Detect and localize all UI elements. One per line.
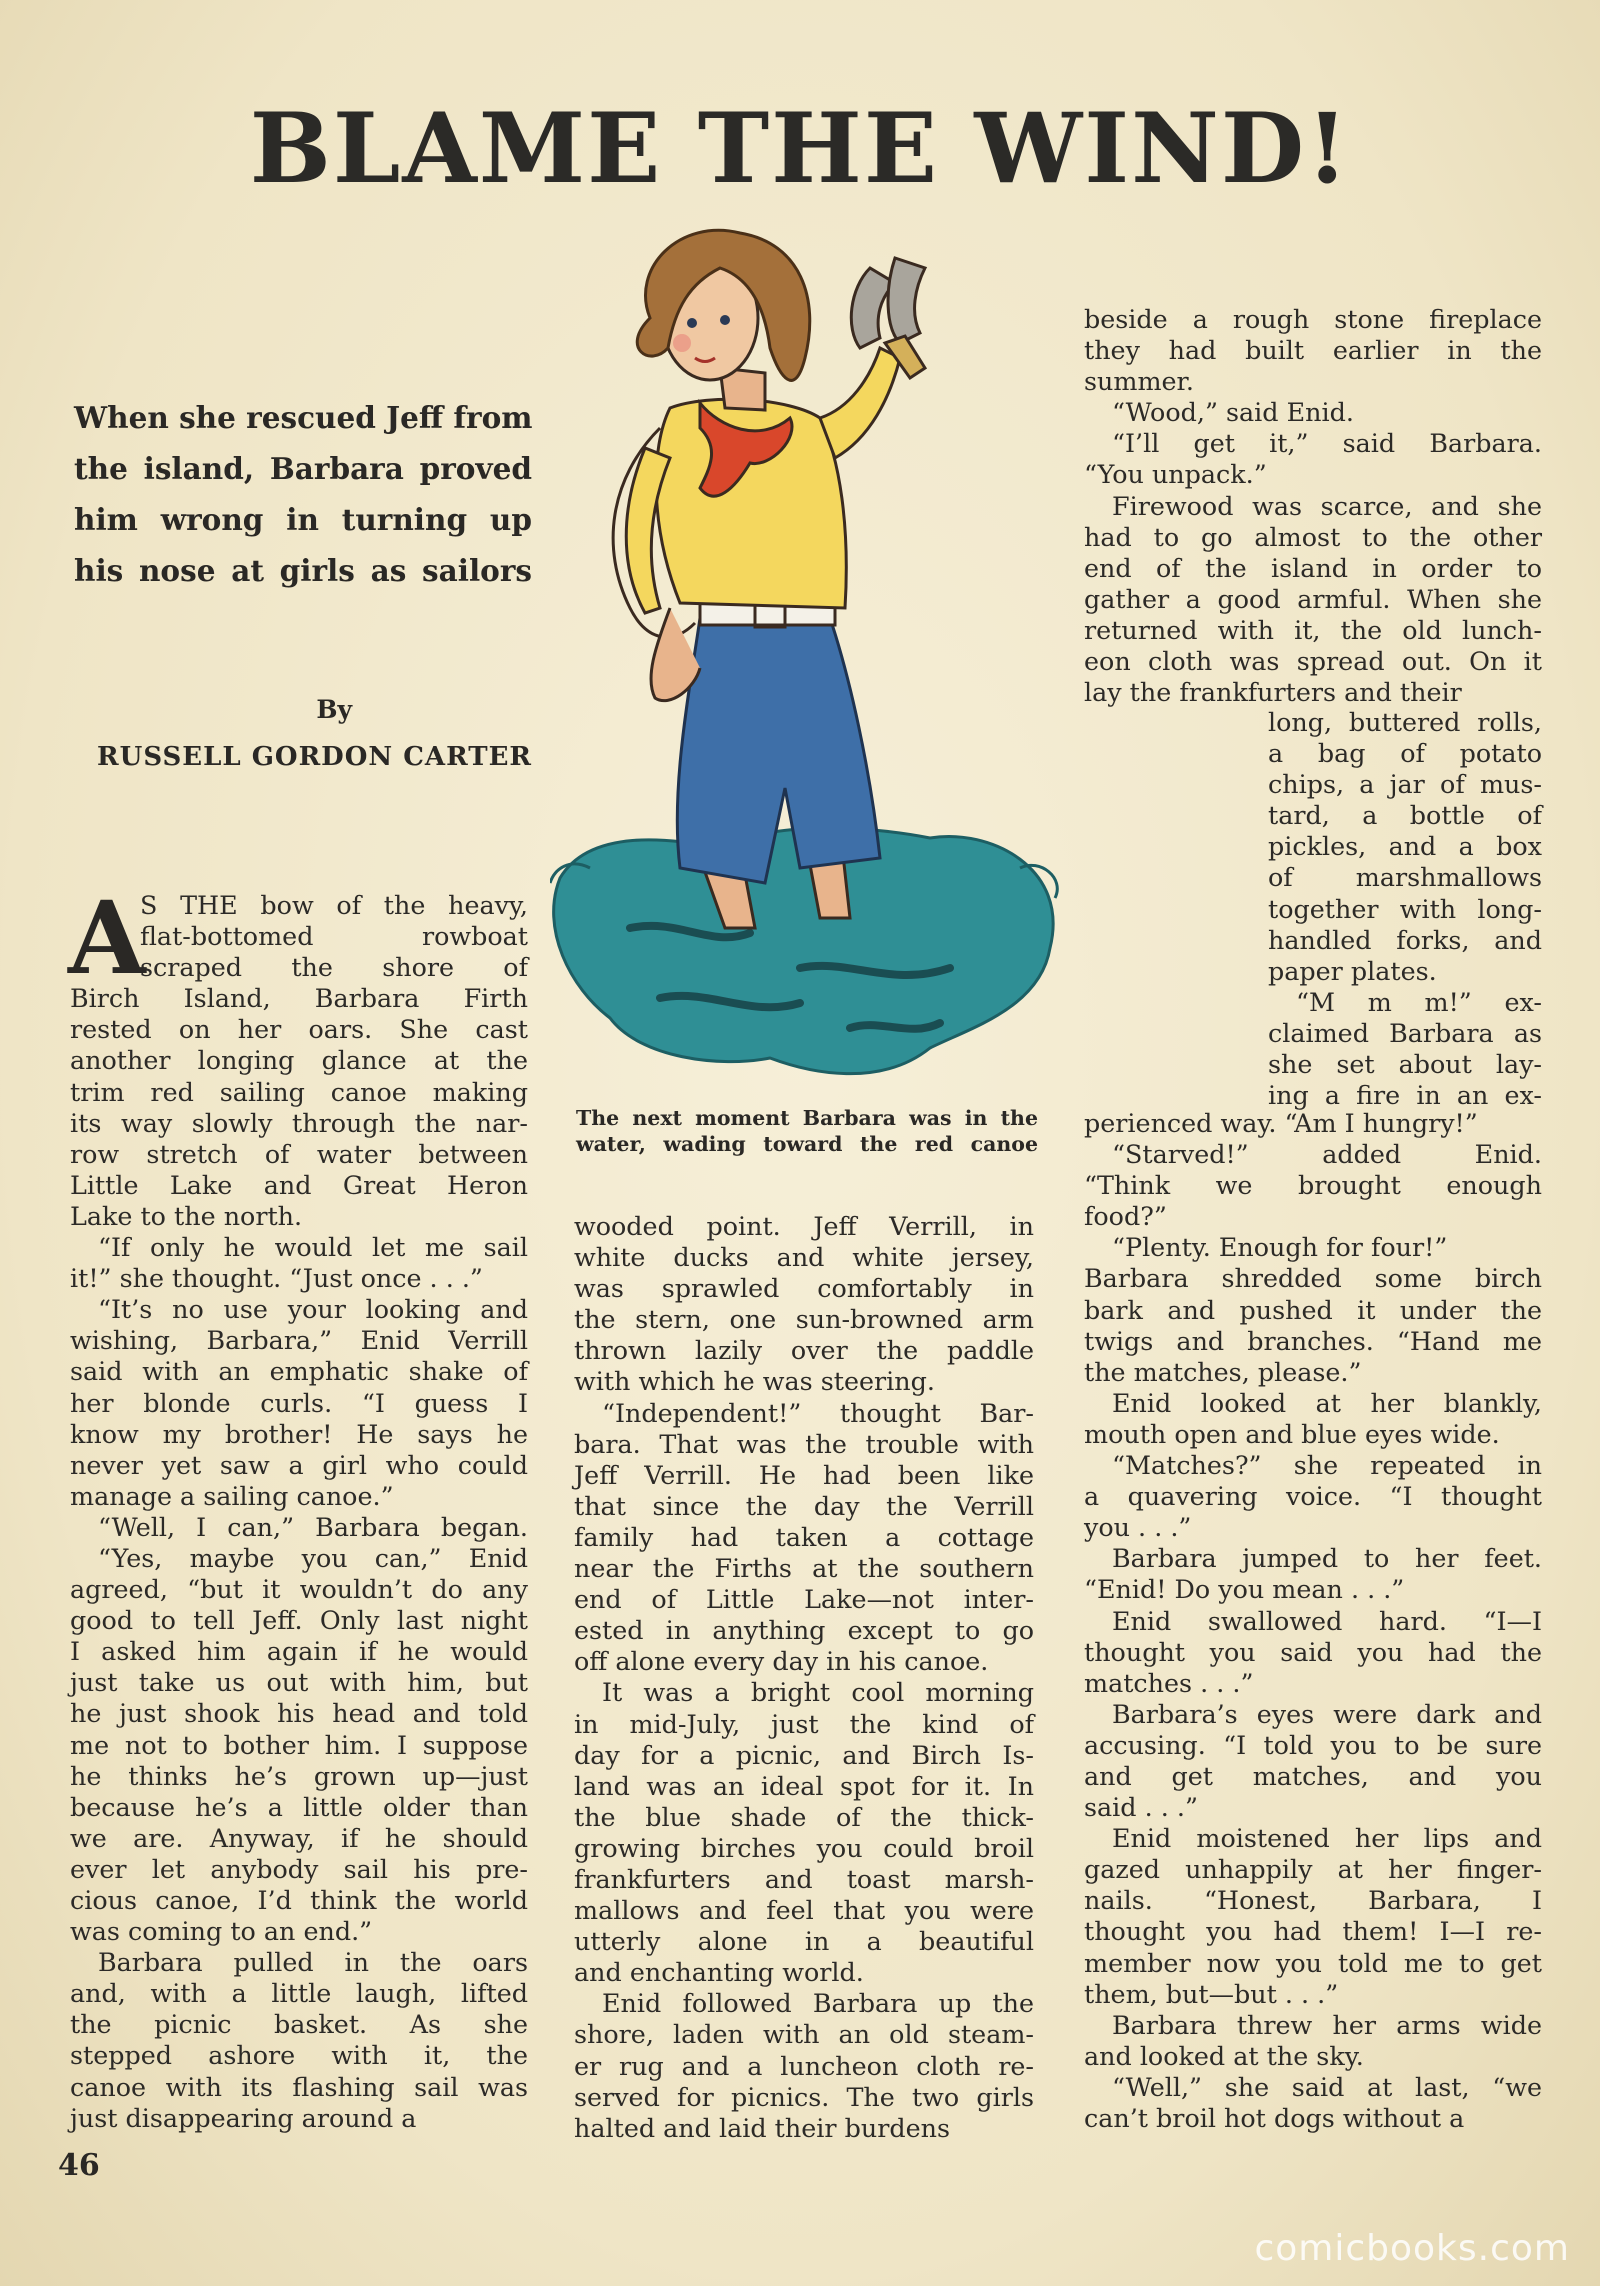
text-line: of marshmallows [1268, 862, 1542, 893]
text-line: with which he was steering. [574, 1366, 935, 1397]
text-line: returned with it, the old lunch- [1084, 614, 1542, 645]
text-line: was sprawled comfortably in [574, 1273, 1034, 1304]
text-line: frankfurters and toast marsh- [574, 1863, 1034, 1894]
text-line: “Yes, maybe you can,” Enid [98, 1542, 528, 1573]
deck-line: his nose at girls as sailors [74, 553, 532, 588]
text-column-right-wrap [1268, 707, 1542, 1111]
text-line: off alone every day in his canoe. [574, 1646, 989, 1677]
text-line: manage a sailing canoe.” [70, 1480, 394, 1511]
deck-line: the island, Barbara proved [74, 451, 532, 486]
text-column-right-bottom [1084, 1108, 1542, 2134]
text-line: claimed Barbara as [1268, 1017, 1542, 1048]
byline-author: RUSSELL GORDON CARTER [97, 742, 532, 772]
text-line: her blonde curls. “I guess I [70, 1387, 528, 1418]
text-line: white ducks and white jersey, [574, 1242, 1034, 1273]
text-line: another longing glance at the [70, 1045, 528, 1076]
text-line: can’t broil hot dogs without a [1084, 2103, 1465, 2133]
text-line: row stretch of water between [70, 1138, 528, 1169]
girl-figure-illustration [613, 230, 925, 928]
text-line: thrown lazily over the paddle [574, 1335, 1034, 1366]
illustration-caption [576, 1105, 1038, 1157]
text-line: mallows and feel that you were [574, 1895, 1034, 1926]
text-line: the blue shade of the thick- [574, 1801, 1034, 1832]
text-line: served for picnics. The two girls [574, 2081, 1034, 2112]
text-line: Barbara threw her arms wide [1112, 2009, 1542, 2040]
text-line: gather a good armful. When she [1084, 583, 1542, 614]
text-line: bark and pushed it under the [1084, 1294, 1542, 1325]
text-line: thought you had them! I—I re- [1084, 1916, 1542, 1947]
text-line: “Enid! Do you mean . . .” [1084, 1574, 1405, 1605]
text-line: and get matches, and you [1084, 1760, 1542, 1791]
text-line: wooded point. Jeff Verrill, in [574, 1211, 1034, 1241]
text-line: me not to bother him. I suppose [70, 1729, 528, 1760]
text-line: pickles, and a box [1268, 831, 1542, 862]
text-line: summer. [1084, 366, 1194, 397]
text-line: the picnic basket. As she [70, 2009, 528, 2040]
text-line: family had taken a cottage [574, 1521, 1034, 1552]
text-line: just disappearing around a [70, 2102, 417, 2133]
drop-cap: A [68, 879, 146, 997]
deck-line: When she rescued Jeff from [74, 400, 533, 435]
text-line: nails. “Honest, Barbara, I [1084, 1885, 1542, 1916]
caption-line: water, wading toward the red canoe [576, 1132, 1038, 1156]
text-line: just take us out with him, but [70, 1667, 528, 1698]
text-line: ever let anybody sail his pre- [70, 1853, 528, 1884]
text-line: Jeff Verrill. He had been like [574, 1459, 1034, 1490]
text-line: beside a rough stone fireplace [1084, 304, 1542, 334]
text-line: and, with a little laugh, lifted [70, 1978, 528, 2009]
text-line: had to go almost to the other [1084, 521, 1542, 552]
text-line: accusing. “I told you to be sure [1084, 1729, 1542, 1760]
text-line: near the Firths at the southern [574, 1553, 1034, 1584]
text-line: S THE bow of the heavy, [140, 890, 528, 920]
text-line: he just shook his head and told [70, 1698, 528, 1729]
caption-line: The next moment Barbara was in the [576, 1106, 1038, 1130]
text-line: eon cloth was spread out. On it [1084, 646, 1542, 677]
text-line: Enid looked at her blankly, [1112, 1387, 1542, 1418]
text-line: flat-bottomed rowboat [140, 921, 528, 952]
text-line: perienced way. “Am I hungry!” [1084, 1108, 1478, 1138]
text-line: Birch Island, Barbara Firth [70, 983, 528, 1014]
text-line: paper plates. [1268, 955, 1437, 986]
text-line: Firewood was scarce, and she [1112, 490, 1542, 521]
text-line: them, but—but . . .” [1084, 1978, 1339, 2009]
text-line: “Starved!” added Enid. [1112, 1139, 1542, 1170]
text-line: day for a picnic, and Birch Is- [574, 1739, 1034, 1770]
text-line: Enid followed Barbara up the [602, 1988, 1034, 2019]
text-line: Little Lake and Great Heron [70, 1169, 528, 1200]
text-line: Enid moistened her lips and [1112, 1823, 1542, 1854]
text-line: It was a bright cool morning [602, 1677, 1034, 1708]
text-line: end of Little Lake—not inter- [574, 1584, 1034, 1615]
text-line: “If only he would let me sail [98, 1232, 528, 1263]
text-line: “M m m!” ex- [1296, 986, 1542, 1017]
text-line: gazed unhappily at her finger- [1084, 1854, 1542, 1885]
page-number: 46 [58, 2148, 100, 2183]
text-line: the matches, please.” [1084, 1356, 1362, 1387]
text-line: twigs and branches. “Hand me [1084, 1325, 1542, 1356]
text-line: said . . .” [1084, 1792, 1198, 1823]
text-line: shore, laden with an old steam- [574, 2019, 1034, 2050]
text-line: they had built earlier in the [1084, 335, 1542, 366]
text-line: “You unpack.” [1084, 459, 1267, 490]
text-line: stepped ashore with it, the [70, 2040, 528, 2071]
text-column-middle [574, 1211, 1034, 2144]
text-line: know my brother! He says he [70, 1418, 528, 1449]
text-line: bara. That was the trouble with [574, 1428, 1034, 1459]
text-line: was coming to an end.” [70, 1916, 373, 1947]
text-line: Lake to the north. [70, 1200, 303, 1231]
text-line: and enchanting world. [574, 1957, 864, 1988]
text-line: because he’s a little older than [70, 1791, 528, 1822]
text-line: end of the island in order to [1084, 552, 1542, 583]
text-line: chips, a jar of mus- [1268, 769, 1542, 800]
text-line: “Well,” she said at last, “we [1112, 2071, 1542, 2102]
text-line: cious canoe, I’d think the world [70, 1885, 528, 1915]
text-line: food?” [1084, 1201, 1167, 1232]
text-line: he thinks he’s grown up—just [70, 1760, 528, 1791]
text-line: matches . . .” [1084, 1667, 1254, 1698]
text-line: I asked him again if he would [70, 1636, 528, 1667]
text-line: “Well, I can,” Barbara began. [98, 1511, 528, 1542]
text-line: a quavering voice. “I thought [1084, 1481, 1542, 1512]
story-title: BLAME THE WIND! [249, 92, 1351, 205]
text-line: never yet saw a girl who could [70, 1449, 528, 1480]
text-line: “It’s no use your looking and [98, 1294, 528, 1325]
text-line: Barbara shredded some birch [1084, 1263, 1542, 1294]
text-line: in mid-July, just the kind of [574, 1708, 1034, 1739]
deck-line: him wrong in turning up [74, 502, 532, 537]
watermark-text: comicbooks.com [1254, 2228, 1570, 2269]
text-line: utterly alone in a beautiful [574, 1926, 1034, 1957]
text-line: the stern, one sun-browned arm [574, 1304, 1034, 1335]
text-line: it!” she thought. “Just once . . .” [70, 1263, 483, 1294]
text-line: mouth open and blue eyes wide. [1084, 1418, 1500, 1449]
text-line: “I’ll get it,” said Barbara. [1112, 428, 1542, 459]
text-line: said with an emphatic shake of [70, 1356, 528, 1387]
text-line: trim red sailing canoe making [70, 1076, 528, 1107]
byline [74, 695, 532, 772]
text-line: “Matches?” she repeated in [1112, 1450, 1542, 1481]
text-line: tard, a bottle of [1268, 800, 1542, 831]
text-line: “Think we brought enough [1084, 1170, 1542, 1201]
text-line: that since the day the Verrill [574, 1490, 1034, 1521]
text-line: lay the frankfurters and their [1084, 677, 1462, 708]
text-line: Barbara’s eyes were dark and [1112, 1698, 1542, 1729]
text-line: thought you said you had the [1084, 1636, 1542, 1667]
text-line: and looked at the sky. [1084, 2040, 1364, 2071]
text-line: we are. Anyway, if he should [70, 1822, 528, 1853]
text-line: er rug and a luncheon cloth re- [574, 2050, 1034, 2081]
text-line: its way slowly through the nar- [70, 1107, 528, 1138]
text-line: wishing, Barbara,” Enid Verrill [70, 1325, 528, 1356]
text-line: good to tell Jeff. Only last night [70, 1605, 528, 1636]
text-line: Barbara pulled in the oars [98, 1947, 528, 1978]
text-line: “Plenty. Enough for four!” [1112, 1232, 1448, 1263]
text-line: land was an ideal spot for it. In [574, 1770, 1034, 1801]
text-column-left [68, 879, 528, 2134]
text-line: halted and laid their burdens [574, 2112, 950, 2143]
text-line: handled forks, and [1268, 924, 1542, 955]
text-line: Enid swallowed hard. “I—I [1112, 1605, 1542, 1636]
text-line: long, buttered rolls, [1268, 707, 1542, 737]
text-line: ested in anything except to go [574, 1615, 1034, 1646]
text-line: scraped the shore of [140, 952, 528, 983]
text-line: you . . .” [1084, 1512, 1192, 1543]
text-line: Barbara jumped to her feet. [1112, 1543, 1542, 1574]
text-line: canoe with its flashing sail was [70, 2071, 528, 2102]
text-line: agreed, “but it wouldn’t do any [70, 1574, 528, 1605]
story-deck [74, 392, 532, 596]
text-line: she set about lay- [1268, 1049, 1542, 1080]
text-line: “Wood,” said Enid. [1112, 397, 1354, 428]
text-line: a bag of potato [1268, 738, 1542, 769]
text-line: together with long- [1268, 893, 1542, 924]
text-line: growing birches you could broil [574, 1832, 1034, 1863]
text-line: “Independent!” thought Bar- [602, 1397, 1034, 1428]
text-line: member now you told me to get [1084, 1947, 1542, 1978]
girl-wading-illustration [550, 228, 1070, 1108]
byline-by: By [316, 695, 352, 724]
text-line: ing a fire in an ex- [1268, 1080, 1542, 1111]
text-column-right-top [1084, 304, 1542, 708]
text-line: rested on her oars. She cast [70, 1014, 528, 1045]
